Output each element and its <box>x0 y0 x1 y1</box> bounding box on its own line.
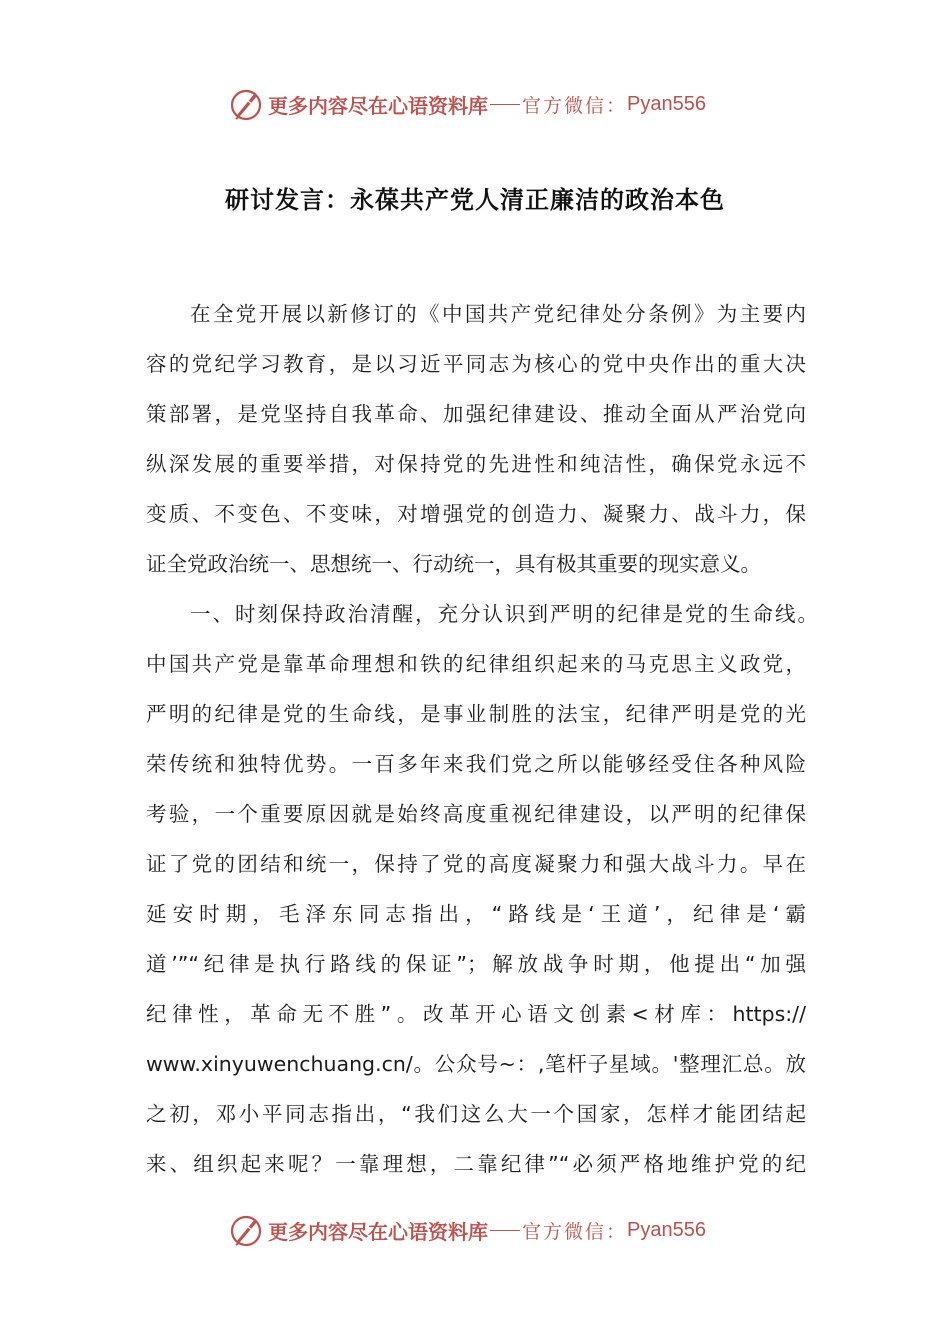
body-line: 容的党纪学习教育，是以习近平同志为核心的党中央作出的重大决 <box>146 352 806 376</box>
banner-dash-divider <box>490 1230 520 1231</box>
body-line: 证了党的团结和统一，保持了党的高度凝聚力和强大战斗力。早在 <box>146 852 806 876</box>
body-line: 严明的纪律是党的生命线，是事业制胜的法宝，纪律严明是党的光 <box>146 702 806 726</box>
body-line: 道’”“纪律是执行路线的保证”；解放战争时期，他提出“加强 <box>146 952 806 976</box>
banner-wechat-label: 官方微信： <box>522 1220 628 1243</box>
body-line: 之初，邓小平同志指出，“我们这么大一个国家，怎样才能团结起 <box>146 1102 806 1126</box>
banner-wechat-label: 官方微信： <box>522 94 628 117</box>
banner-wechat-account: Pyan556 <box>627 1218 706 1241</box>
body-line: 来、组织起来呢？一靠理想，二靠纪律”“必须严格地维护党的纪 <box>146 1152 806 1176</box>
body-line: 纵深发展的重要举措，对保持党的先进性和纯洁性，确保党永远不 <box>146 452 806 476</box>
section-heading-line: 一、时刻保持政治清醒，充分认识到严明的纪律是党的生命线。 <box>190 602 818 626</box>
footer-watermark-banner <box>228 1210 748 1250</box>
body-line: 荣传统和独特优势。一百多年来我们党之所以能够经受住各种风险 <box>146 752 806 776</box>
body-line: 延安时期，毛泽东同志指出，“路线是‘王道’，纪律是‘霸 <box>146 902 806 926</box>
banner-wechat-account: Pyan556 <box>627 92 706 115</box>
banner-brand-text: 更多内容尽在心语资料库 <box>268 93 488 118</box>
quill-logo-icon <box>228 1212 264 1248</box>
body-line: 策部署，是党坚持自我革命、加强纪律建设、推动全面从严治党向 <box>146 402 806 426</box>
body-line: 变质、不变色、不变味，对增强党的创造力、凝聚力、战斗力，保 <box>146 502 806 526</box>
body-line: 考验，一个重要原因就是始终高度重视纪律建设，以严明的纪律保 <box>146 802 806 826</box>
header-watermark-banner <box>228 84 748 124</box>
banner-dash-divider <box>490 104 520 105</box>
document-title: 研讨发言：永葆共产党人清正廉洁的政治本色 <box>225 186 725 214</box>
body-line: 中国共产党是靠革命理想和铁的纪律组织起来的马克思主义政党， <box>146 652 806 676</box>
quill-logo-icon <box>228 86 264 122</box>
body-line: 证全党政治统一、思想统一、行动统一，具有极其重要的现实意义。 <box>146 552 761 576</box>
banner-brand-text: 更多内容尽在心语资料库 <box>268 1219 488 1244</box>
body-line: www.xinyuwenchuang.cn/。公众号~：,笔杆子星域。'整理汇总。放 <box>146 1052 806 1076</box>
body-line: 纪律性，革命无不胜”。改革开心语文创素<材库：https:// <box>146 1002 806 1026</box>
body-line: 在全党开展以新修订的《中国共产党纪律处分条例》为主要内 <box>190 302 806 326</box>
